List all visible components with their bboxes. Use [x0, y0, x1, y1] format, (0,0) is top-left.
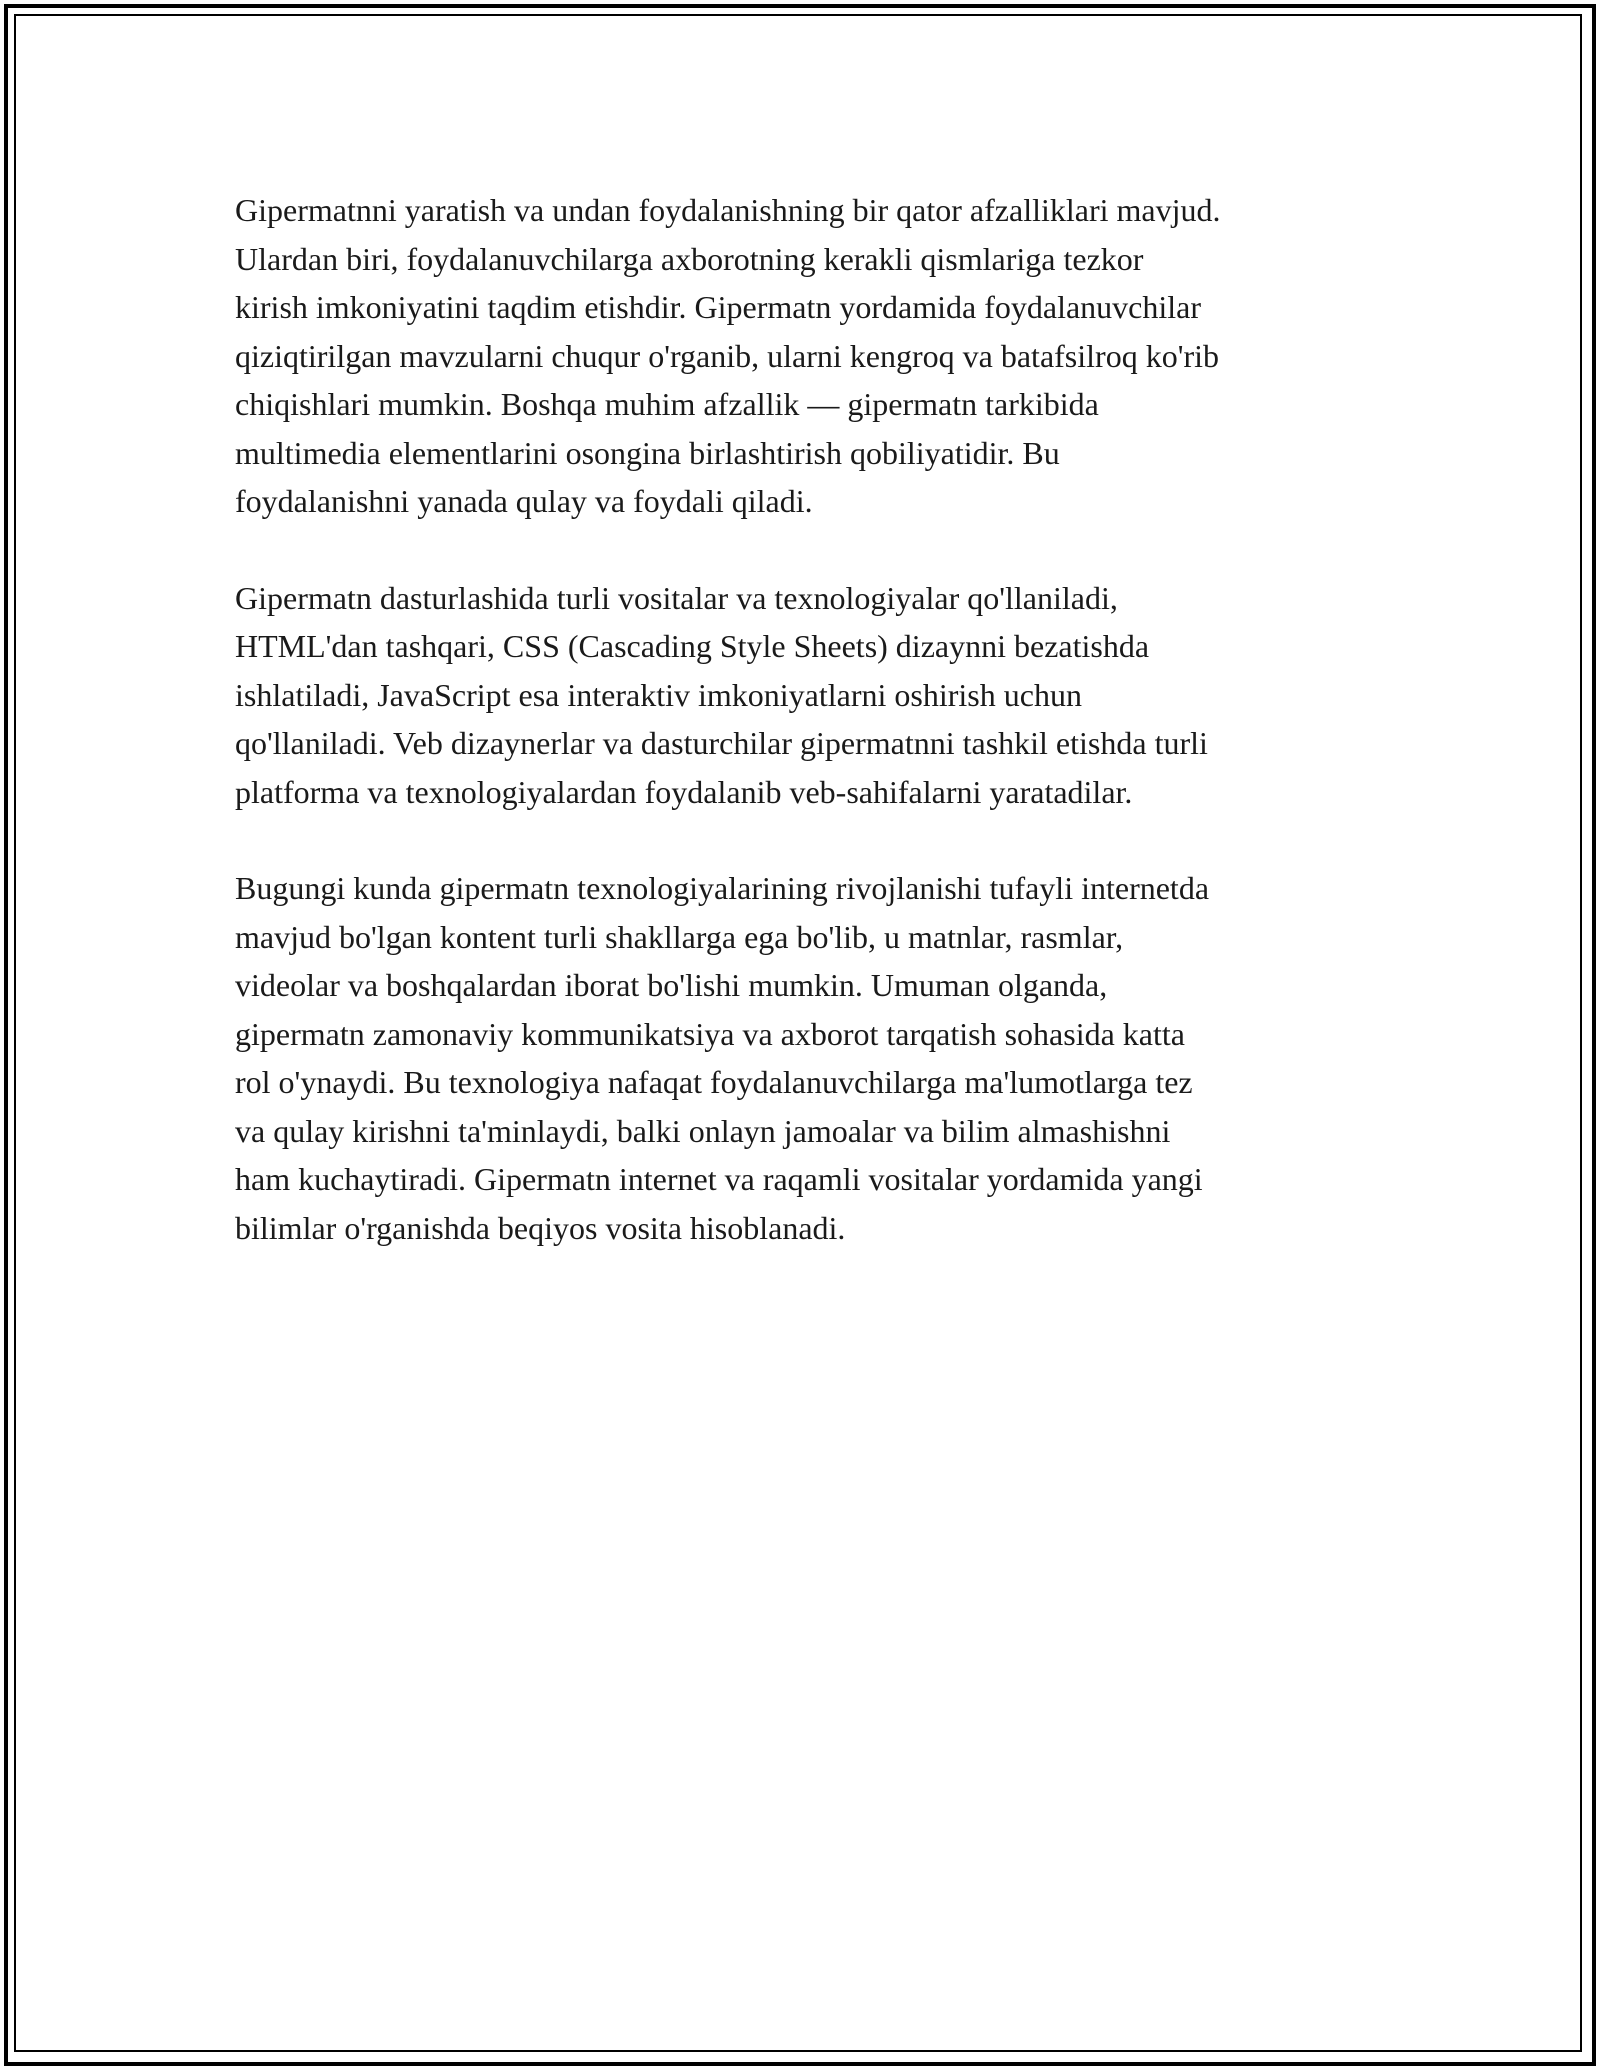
paragraph-line: ishlatiladi, JavaScript esa interaktiv imkoniyatlarni oshirish uchun: [235, 676, 1082, 713]
paragraph-1: [235, 186, 1375, 526]
paragraph-line: videolar va boshqalardan iborat bo'lishi mumkin. Umuman olganda,: [235, 967, 1108, 1003]
paragraph-line: gipermatn zamonaviy kommunikatsiya va axborot tarqatish sohasida katta: [235, 1015, 1185, 1052]
paragraph-line: Bugungi kunda gipermatn texnologiyalarining rivojlanishi tufayli internetda: [235, 870, 1210, 906]
paragraph-line: foydalanishni yanada qulay va foydali qiladi.: [235, 483, 813, 519]
document-body: [235, 186, 1375, 1300]
paragraph-line: mavjud bo'lgan kontent turli shakllarga ega bo'lib, u matnlar, rasmlar,: [235, 918, 1124, 955]
paragraph-line: chiqishlari mumkin. Boshqa muhim afzallik — gipermatn tarkibida: [235, 386, 1099, 422]
paragraph-3: [235, 864, 1375, 1252]
paragraph-line: Gipermatnni yaratish va undan foydalanishning bir qator afzalliklari mavjud.: [235, 192, 1221, 228]
paragraph-line: Gipermatn dasturlashida turli vositalar va texnologiyalar qo'llaniladi,: [235, 579, 1118, 616]
paragraph-line: multimedia elementlarini osongina birlashtirish qobiliyatidir. Bu: [235, 434, 1060, 471]
paragraph-line: platforma va texnologiyalardan foydalanib veb-sahifalarni yaratadilar.: [235, 773, 1133, 810]
paragraph-line: ham kuchaytiradi. Gipermatn internet va raqamli vositalar yordamida yangi: [235, 1161, 1203, 1197]
paragraph-2: [235, 574, 1375, 817]
paragraph-line: kirish imkoniyatini taqdim etishdir. Gipermatn yordamida foydalanuvchilar: [235, 289, 1202, 325]
paragraph-line: qo'llaniladi. Veb dizaynerlar va dasturchilar gipermatnni tashkil etishda turli: [235, 725, 1208, 761]
paragraph-line: qiziqtirilgan mavzularni chuqur o'rganib, ularni kengroq va batafsilroq ko'rib: [235, 337, 1219, 374]
paragraph-line: va qulay kirishni ta'minlaydi, balki onlayn jamoalar va bilim almashishni: [235, 1112, 1171, 1149]
paragraph-line: Ulardan biri, foydalanuvchilarga axborotning kerakli qismlariga tezkor: [235, 240, 1144, 277]
paragraph-line: HTML'dan tashqari, CSS (Cascading Style Sheets) dizaynni bezatishda: [235, 628, 1150, 664]
paragraph-line: rol o'ynaydi. Bu texnologiya nafaqat foydalanuvchilarga ma'lumotlarga tez: [235, 1064, 1193, 1100]
paragraph-line: bilimlar o'rganishda beqiyos vosita hisoblanadi.: [235, 1209, 846, 1246]
